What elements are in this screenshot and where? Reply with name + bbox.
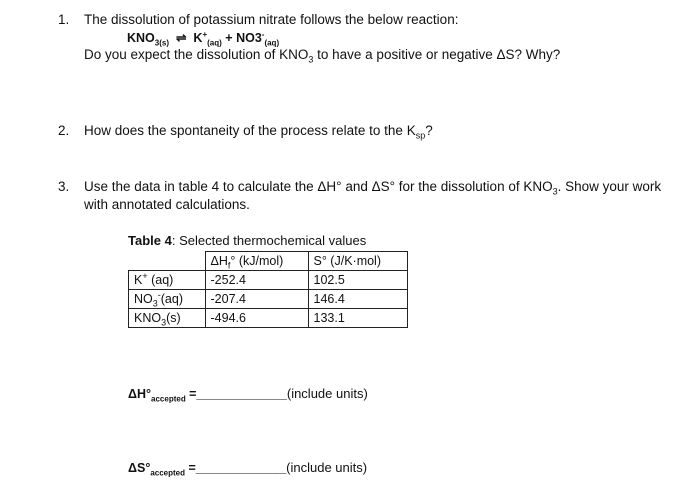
eq-product-2-sup: - <box>261 29 265 39</box>
species-subscript: 3 <box>161 317 167 328</box>
dh-cell: -252.4 <box>205 271 308 290</box>
reaction-equation <box>127 29 280 48</box>
q3-line2: with annotated calculations. <box>84 197 250 212</box>
dh-answer-line[interactable] <box>128 386 368 404</box>
q1-question-sub: 3 <box>308 54 314 65</box>
q1-prompt: The dissolution of potassium nitrate follows the below reaction: <box>84 12 459 27</box>
ds-answer-blank[interactable]: =_____________ <box>185 461 287 475</box>
equilibrium-arrow-icon: ⇌ <box>175 31 187 45</box>
species-name: KNO <box>134 311 162 325</box>
table-row <box>129 271 408 290</box>
q3-line1-post: . Show your work <box>557 179 662 194</box>
eq-product-1-sub: (aq) <box>207 38 222 48</box>
species-name: K <box>134 273 143 287</box>
dh-cell: -207.4 <box>205 290 308 309</box>
dh-answer-blank[interactable]: =_____________ <box>185 387 287 401</box>
header-dh-post: ° (kJ/mol) <box>230 254 284 268</box>
species-subscript: 3 <box>152 298 158 309</box>
species-charge: - <box>157 289 161 300</box>
ds-answer-label: ΔS° <box>128 461 151 475</box>
q3-line1-pre: Use the data in table 4 to calculate the ΔH° and ΔS° for the dissolution of KNO <box>84 179 553 194</box>
species-phase: (s) <box>166 311 181 325</box>
q3-line1 <box>84 178 661 196</box>
q2-text-pre: How does the spontaneity of the process relate to the K <box>84 123 416 138</box>
eq-product-2-sub: (aq) <box>264 38 280 48</box>
dh-answer-sub: accepted <box>151 394 186 404</box>
ds-units-note: (include units) <box>286 460 368 475</box>
species-cell <box>129 309 206 328</box>
table-header-s: S° (J/K·mol) <box>308 252 407 271</box>
eq-reactant: KNO <box>127 31 155 45</box>
q1-number: 1. <box>58 12 70 27</box>
species-phase: (aq) <box>147 273 174 287</box>
q3-number: 3. <box>58 179 70 194</box>
table-row <box>129 290 408 309</box>
q1-question-pre: Do you expect the dissolution of KNO <box>84 47 309 62</box>
q2-text-post: ? <box>425 123 433 138</box>
thermochemical-table <box>128 251 408 328</box>
table-row <box>129 309 408 328</box>
q1-question-post: to have a positive or negative ΔS? Why? <box>313 47 561 62</box>
eq-product-1: K <box>193 31 203 45</box>
eq-product-2: NO3 <box>236 31 262 45</box>
ds-answer-sub: accepted <box>150 468 186 478</box>
q2-text-sub: sp <box>415 130 426 141</box>
table-caption-text: : Selected thermochemical values <box>171 233 367 248</box>
dh-units-note: (include units) <box>286 386 368 401</box>
eq-product-1-sup: + <box>202 29 208 39</box>
table-caption <box>128 233 366 248</box>
q3-line1-sub: 3 <box>552 186 558 197</box>
species-cell <box>129 290 206 309</box>
header-dh-sub: f <box>227 260 231 271</box>
species-charge: + <box>142 270 148 281</box>
q2-text <box>84 122 433 140</box>
table-header-blank <box>129 252 206 271</box>
s-cell: 133.1 <box>308 309 407 328</box>
eq-plus: + <box>225 31 233 45</box>
species-name: NO <box>134 292 153 306</box>
s-cell: 146.4 <box>308 290 407 309</box>
dh-cell: -494.6 <box>205 309 308 328</box>
species-phase: (aq) <box>160 292 183 306</box>
eq-reactant-sub: 3(s) <box>154 38 170 48</box>
table-header-row <box>129 252 408 271</box>
ds-answer-line[interactable] <box>128 460 368 478</box>
q1-question <box>84 46 560 64</box>
q2-number: 2. <box>58 123 70 138</box>
species-cell <box>129 271 206 290</box>
header-dh-pre: ΔH <box>210 254 228 268</box>
dh-answer-label: ΔH° <box>128 387 152 401</box>
table-header-dh <box>205 252 308 271</box>
s-cell: 102.5 <box>308 271 407 290</box>
table-caption-label: Table 4 <box>128 233 172 248</box>
